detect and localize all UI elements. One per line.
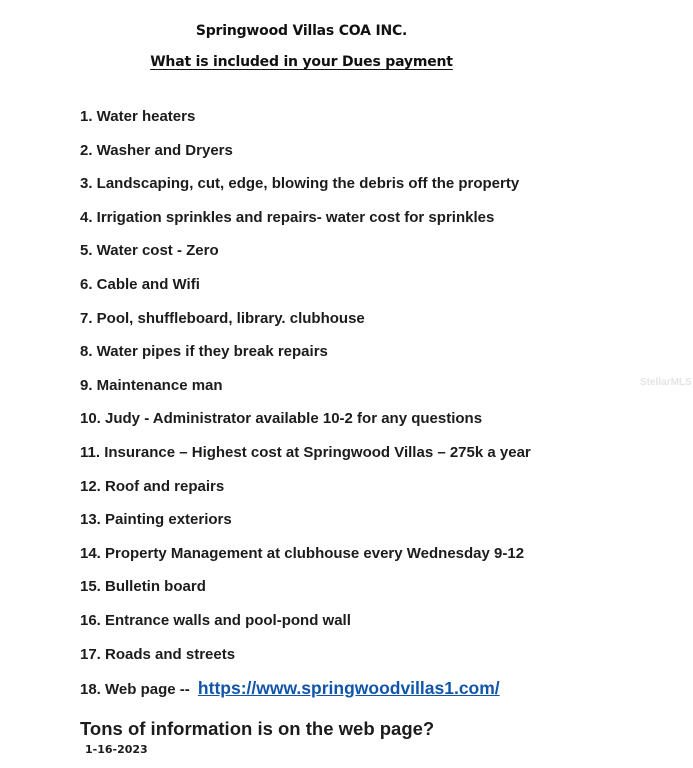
list-item-web-page <box>80 679 531 715</box>
list-item: 14. Property Management at clubhouse every Wednesday 9-12 <box>80 544 525 562</box>
list-item: 9. Maintenance man <box>80 376 223 394</box>
list-item: 7. Pool, shuffleboard, library. clubhouse <box>80 309 365 327</box>
list-item: 5. Water cost - Zero <box>80 242 219 260</box>
watermark: StellarMLS <box>640 377 692 388</box>
document-title: Springwood Villas COA INC. <box>195 23 408 39</box>
document-date: 1-16-2023 <box>85 743 148 756</box>
web-page-label: 18. Web page -- <box>80 681 190 699</box>
list-item: 3. Landscaping, cut, edge, blowing the debris off the property <box>80 175 520 193</box>
list-item: 11. Insurance – Highest cost at Springwood Villas – 275k a year <box>80 443 531 461</box>
list-item: 2. Washer and Dryers <box>80 141 233 159</box>
list-item: 12. Roof and repairs <box>80 477 225 495</box>
list-item: 15. Bulletin board <box>80 578 206 596</box>
list-item: 13. Painting exteriors <box>80 511 232 529</box>
list-item: 16. Entrance walls and pool-pond wall <box>80 611 351 629</box>
list-item: 10. Judy - Administrator available 10-2 for any questions <box>80 410 483 428</box>
dues-items-list <box>80 108 531 715</box>
list-item: 8. Water pipes if they break repairs <box>80 343 328 361</box>
document-subtitle: What is included in your Dues payment <box>150 54 453 70</box>
website-link[interactable]: https://www.springwoodvillas1.com/ <box>197 678 500 699</box>
list-item: 17. Roads and streets <box>80 645 236 663</box>
footer-note: Tons of information is on the web page? <box>80 718 435 739</box>
list-item: 1. Water heaters <box>80 108 196 125</box>
list-item: 4. Irrigation sprinkles and repairs- water cost for sprinkles <box>80 208 495 226</box>
list-item: 6. Cable and Wifi <box>80 275 200 293</box>
